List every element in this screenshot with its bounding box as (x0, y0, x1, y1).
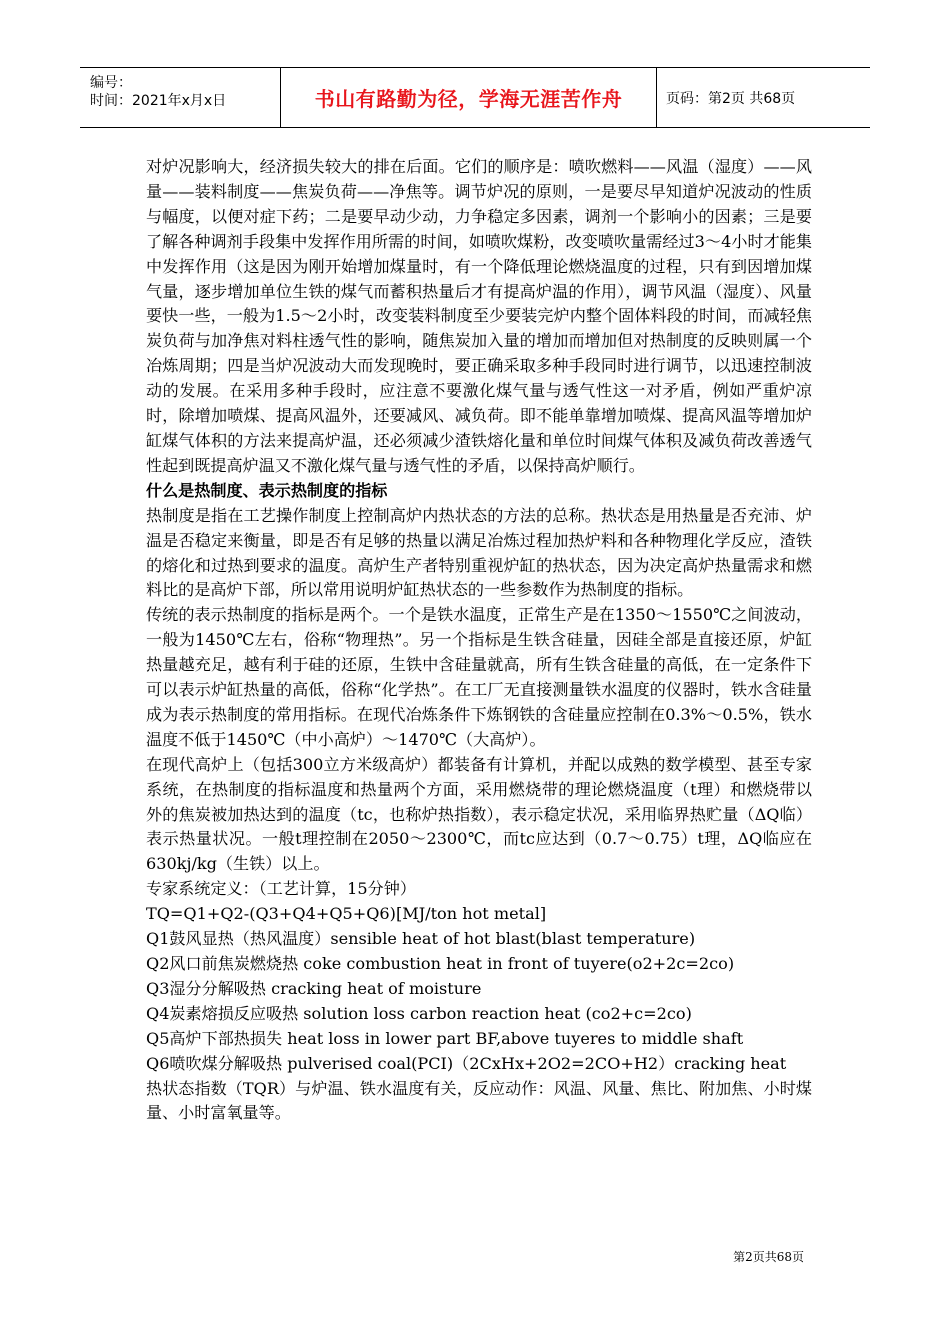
serial-number-label: 编号： (90, 75, 132, 91)
section-heading: 什么是热制度、表示热制度的指标 (146, 480, 388, 500)
date-label: 时间：2021年x月x日 (90, 93, 227, 109)
paragraph: 传统的表示热制度的指标是两个。一个是铁水温度，正常生产是在1350～1550℃之间波动，一般为1450℃左右，俗称“物理热”。另一个指标是生铁含硅量，因硅全部是直接还原，炉缸热量越充足，越有利于硅的还原，生铁中含硅量就高，所有生铁含硅量的高低，在一定条件下可以表示炉缸热量的高低，俗称“化学热”。在工厂无直接测量铁水温度的仪器时，铁水含硅量成为表示热制度的常用指标。在现代冶炼条件下炼钢铁的含硅量应控制在0.3%～0.5%，铁水温度不低于1450℃（中小高炉）～1470℃（大高炉）。 (146, 605, 812, 749)
text-line: Q4炭素熔损反应吸热 solution loss carbon reaction heat (co2+c=2co) (146, 1003, 692, 1023)
header-page-cell (657, 68, 870, 127)
page-footer: 第2页共68页 (733, 1250, 804, 1264)
page-number-label: 页码：第2页 共68页 (666, 90, 796, 107)
text-line: Q6喷吹煤分解吸热 pulverised coal(PCI)（2CxHx+2O2=2CO+H2）cracking heat (146, 1053, 787, 1073)
paragraph: 热制度是指在工艺操作制度上控制高炉内热状态的方法的总称。热状态是用热量是否充沛、炉温是否稳定来衡量，即是否有足够的热量以满足冶炼过程加热炉料和各种物理化学反应，渣铁的熔化和过热到要求的温度。高炉生产者特别重视炉缸的热状态，因为决定高炉热量需求和燃料比的是高炉下部，所以常用说明炉缸热状态的一些参数作为热制度的指标。 (146, 505, 812, 600)
motto-text: 书山有路勤为径，学海无涯苦作舟 (314, 87, 623, 111)
header-table (80, 67, 870, 128)
header-motto-cell (281, 68, 657, 127)
paragraph: 在现代高炉上（包括300立方米级高炉）都装备有计算机，并配以成熟的数学模型、甚至专家系统，在热制度的指标温度和热量两个方面，采用燃烧带的理论燃烧温度（t理）和燃烧带以外的焦炭被加热达到的温度（tc，也称炉热指数），表示稳定状况，采用临界热贮量（ΔQ临）表示热量状况。一般t理控制在2050～2300℃，而tc应达到（0.7～0.75）t理，ΔQ临应在630kj/kg（生铁）以上。 (146, 754, 812, 874)
text-line: Q1鼓风显热（热风温度）sensible heat of hot blast(blast temperature) (146, 929, 696, 949)
document-body (146, 155, 812, 1126)
paragraph: 热状态指数（TQR）与炉温、铁水温度有关，反应动作：风温、风量、焦比、附加焦、小时煤量、小时富氧量等。 (146, 1078, 812, 1123)
text-line: Q2风口前焦炭燃烧热 coke combustion heat in front of tuyere(o2+2c=2co) (146, 954, 735, 973)
paragraph: 对炉况影响大，经济损失较大的排在后面。它们的顺序是：喷吹燃料——风温（湿度）——风量——装料制度——焦炭负荷——净焦等。调节炉况的原则，一是要尽早知道炉况波动的性质与幅度，以便对症下药；二是要早动少动，力争稳定多因素，调剂一个影响小的因素；三是要了解各种调剂手段集中发挥作用所需的时间，如喷吹煤粉，改变喷吹量需经过3～4小时才能集中发挥作用（这是因为刚开始增加煤量时，有一个降低理论燃烧温度的过程，只有到因增加煤气量，逐步增加单位生铁的煤气而蓄积热量后才有提高炉温的作用），调节风温（湿度）、风量要快一些，一般为1.5～2小时，改变装料制度至少要装完炉内整个固体料段的时间，而减轻焦炭负荷与加净焦对料柱透气性的影响，随焦炭加入量的增加而增加但对热制度的反映则属一个冶炼周期；四是当炉况波动大而发现晚时，要正确采取多种手段同时进行调节，以迅速控制波动的发展。在采用多种手段时，应注意不要激化煤气量与透气性这一对矛盾，例如严重炉凉时，除增加喷煤、提高风温外，还要减风、减负荷。即不能单靠增加喷煤、提高风温等增加炉缸煤气体积的方法来提高炉温，还必须减少渣铁熔化量和单位时间煤气体积及减负荷改善透气性起到既提高炉温又不激化煤气量与透气性的矛盾，以保持高炉顺行。 (146, 157, 812, 475)
text-line: Q3湿分分解吸热 cracking heat of moisture (146, 978, 482, 998)
formula-line: TQ=Q1+Q2-(Q3+Q4+Q5+Q6)[MJ/ton hot metal] (146, 904, 547, 924)
header-info-cell (80, 68, 281, 127)
text-line: Q5高炉下部热损失 heat loss in lower part BF,above tuyeres to middle shaft (146, 1028, 744, 1048)
text-line: 专家系统定义：（工艺计算，15分钟） (146, 879, 416, 899)
